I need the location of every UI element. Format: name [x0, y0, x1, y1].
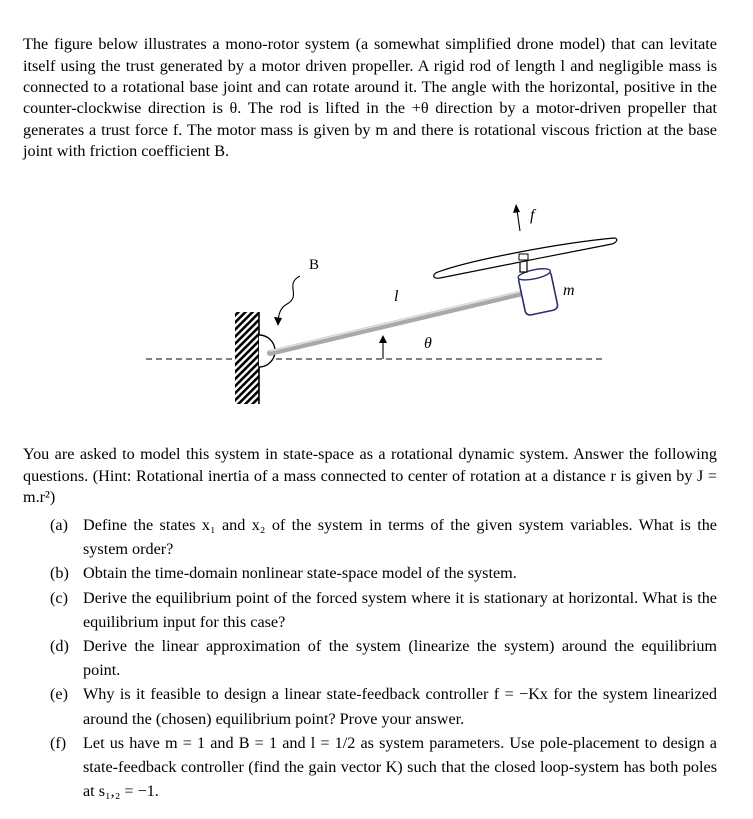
- question-e: [50, 682, 717, 730]
- label-mass: m: [563, 282, 575, 299]
- question-b: [50, 561, 717, 585]
- friction-arrow: [278, 276, 300, 320]
- intro-paragraph: The figure below illustrates a mono-rotor system (a somewhat simplified drone model) that can levitate itself using the trust generated by a motor driven propeller. A rigid rod of length l and negligible mass is connected to a rotational base joint and can rotate around it. The angle with the horizontal, positive in the counter-clockwise direction is θ. The rod is lifted in the +θ direction by a motor-driven propeller that generates a trust force f. The motor mass is given by m and there is rotational viscous friction at the base joint with friction coefficient B.: [23, 35, 717, 161]
- question-label: (c): [50, 588, 68, 607]
- question-text: Define the states x₁ and x₂ of the system in terms of the given system variables. What is the system order?: [83, 516, 717, 559]
- mono-rotor-diagram: [0, 188, 753, 418]
- label-friction: B: [309, 257, 320, 273]
- label-theta: θ: [424, 335, 432, 352]
- question-text: Derive the linear approximation of the system (linearize the system) around the equilibrium point.: [83, 637, 717, 680]
- question-text: Why is it feasible to design a linear state-feedback controller f = −Kx for the system linearized around the (chosen) equilibrium point? Prove your answer.: [83, 685, 717, 728]
- question-text: Obtain the time-domain nonlinear state-space model of the system.: [83, 564, 517, 583]
- question-label: (d): [50, 637, 69, 656]
- question-text: Let us have m = 1 and B = 1 and l = 1/2 as system parameters. Use pole-placement to design a state-feedback controller (find the gain vector K) such that the closed loop-system has both poles at s₁,₂ = −1.: [83, 733, 717, 801]
- label-length: l: [394, 288, 399, 305]
- question-f: [50, 731, 717, 804]
- question-c: [50, 586, 717, 634]
- question-label: (a): [50, 516, 68, 534]
- question-a: [50, 513, 717, 561]
- mono-rotor-figure: [0, 188, 753, 418]
- question-label: (f): [50, 733, 67, 752]
- thrust-arrow-shaft: [517, 210, 520, 231]
- question-d: [50, 634, 717, 682]
- question-label: (b): [50, 564, 69, 583]
- task-paragraph: You are asked to model this system in state-space as a rotational dynamic system. Answer the following questions. (Hint: Rotational inertia of a mass connected to center of rotation at a distance r is given by J = m.r²): [23, 445, 717, 506]
- question-text: Derive the equilibrium point of the forced system where it is stationary at horizontal. What is the equilibrium input for this case?: [83, 588, 717, 631]
- label-thrust: f: [530, 207, 535, 224]
- question-label: (e): [50, 685, 68, 704]
- theta-arrow: [379, 335, 387, 343]
- thrust-arrow: [513, 204, 520, 213]
- wall: [235, 312, 259, 404]
- motor-mass: [517, 267, 558, 316]
- question-list: [50, 513, 717, 803]
